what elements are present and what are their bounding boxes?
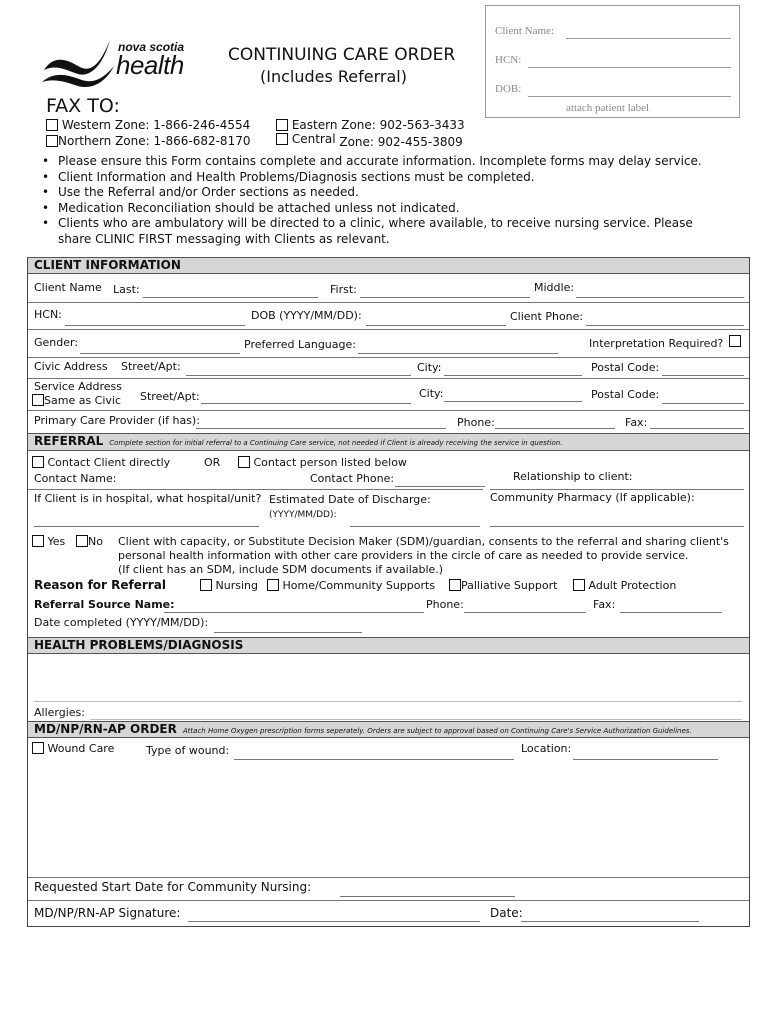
nova-scotia-health-logo — [38, 30, 198, 90]
wave-logo-icon — [38, 30, 118, 88]
language-field[interactable] — [358, 353, 558, 354]
consent-yes-checkbox[interactable] — [32, 535, 44, 547]
civic-postal-label: Postal Code: — [591, 361, 660, 374]
referral-source-label: Referral Source Name: — [34, 598, 175, 611]
type-of-wound-label: Type of wound: — [146, 744, 230, 757]
consent-line-1: Client with capacity, or Substitute Decision Maker (SDM)/guardian, consents to the referral and sharing client's — [118, 535, 729, 548]
signature-label: MD/NP/RN-AP Signature: — [34, 906, 181, 920]
fax-central-text-a: Central — [291, 132, 336, 146]
pcp-phone-label: Phone: — [457, 416, 495, 429]
consent-no-option[interactable]: No — [76, 535, 103, 548]
western-zone-checkbox[interactable] — [46, 119, 58, 131]
client-phone-label: Client Phone: — [510, 310, 584, 323]
consent-line-3: (If client has an SDM, include SDM documents if available.) — [118, 563, 444, 576]
consent-line-2: personal health information with other care providers in the circle of care as needed to provide service. — [118, 549, 689, 562]
fax-eastern-text: Eastern Zone: 902-563-3433 — [291, 118, 465, 132]
gender-field[interactable] — [80, 353, 240, 354]
location-field[interactable] — [573, 759, 718, 760]
fax-western-text: Western Zone: 1-866-246-4554 — [61, 118, 251, 132]
home-support-checkbox[interactable] — [267, 579, 279, 591]
fax-heading: FAX TO: — [46, 95, 120, 117]
bullet-item: • Client Information and Health Problems/Diagnosis sections must be completed. — [42, 169, 535, 184]
allergies-label: Allergies: — [34, 706, 85, 719]
attach-patient-label-text: attach patient label — [566, 102, 650, 114]
pharmacy-field[interactable] — [490, 526, 744, 527]
instructions-list — [42, 154, 752, 248]
health-problems-header: HEALTH PROBLEMS/DIAGNOSIS — [28, 637, 749, 654]
gender-label: Gender: — [34, 336, 79, 349]
last-name-label: Last: — [113, 283, 140, 296]
civic-street-label: Street/Apt: — [121, 360, 181, 373]
same-as-civic[interactable]: Same as Civic — [32, 394, 121, 407]
form-title: CONTINUING CARE ORDER — [228, 45, 456, 65]
dob-label: DOB (YYYY/MM/DD): — [251, 309, 362, 322]
start-date-label: Requested Start Date for Community Nursing: — [34, 880, 312, 894]
order-date-label: Date: — [490, 906, 523, 920]
referral-phone-field[interactable] — [464, 612, 586, 613]
wound-care-checkbox[interactable] — [32, 742, 44, 754]
date-completed-field[interactable] — [214, 632, 362, 633]
service-city-label: City: — [419, 387, 444, 400]
fax-western[interactable] — [46, 118, 250, 132]
client-info-header: CLIENT INFORMATION — [28, 257, 749, 274]
contact-client-option[interactable]: Contact Client directly — [32, 456, 170, 469]
fax-central[interactable] — [276, 132, 463, 149]
contact-client-checkbox[interactable] — [32, 456, 44, 468]
service-street-field[interactable] — [201, 403, 411, 404]
fax-eastern[interactable] — [276, 118, 465, 132]
discharge-field[interactable] — [350, 526, 480, 527]
contact-phone-field[interactable] — [395, 486, 485, 487]
referral-source-field[interactable] — [164, 612, 424, 613]
logo-line2: health — [116, 50, 184, 80]
label-dob: DOB: — [495, 83, 522, 95]
fax-northern[interactable] — [46, 134, 250, 148]
nursing-option[interactable]: Nursing — [200, 579, 258, 592]
civic-city-label: City: — [417, 361, 442, 374]
contact-name-label: Contact Name: — [34, 472, 117, 485]
service-city-field[interactable] — [444, 401, 582, 402]
eastern-zone-checkbox[interactable] — [276, 119, 288, 131]
middle-name-label: Middle: — [534, 281, 575, 294]
civic-address-label: Civic Address — [34, 360, 108, 373]
signature-field[interactable] — [188, 921, 480, 922]
contact-person-option[interactable]: Contact person listed below — [238, 456, 407, 469]
service-postal-label: Postal Code: — [591, 388, 660, 401]
bullet-item-continued: share CLINIC FIRST messaging with Clients as relevant. — [58, 231, 390, 246]
wound-care-option[interactable]: Wound Care — [32, 742, 114, 755]
health-problems-area[interactable] — [28, 655, 749, 701]
middle-name-field[interactable] — [576, 297, 744, 298]
order-header: MD/NP/RN-AP ORDER Attach Home Oxygen prescription forms seperately. Orders are subject to approval based on Continuing Care's Service Authorization Guidelines. — [28, 721, 749, 738]
date-completed-label: Date completed (YYYY/MM/DD): — [34, 616, 209, 629]
contact-phone-label: Contact Phone: — [310, 472, 395, 485]
pcp-phone-field[interactable] — [495, 428, 615, 429]
discharge-label: Estimated Date of Discharge: — [269, 493, 431, 506]
order-date-field[interactable] — [521, 921, 699, 922]
relationship-field[interactable] — [490, 489, 744, 490]
pharmacy-label: Community Pharmacy (If applicable): — [490, 491, 695, 504]
bullet-item: • Please ensure this Form contains complete and accurate information. Incomplete forms may delay service. — [42, 154, 702, 168]
northern-zone-checkbox[interactable] — [46, 135, 58, 147]
pcp-field[interactable] — [196, 428, 446, 429]
last-name-field[interactable] — [143, 297, 318, 298]
consent-yes-option[interactable]: Yes — [32, 535, 65, 548]
fax-central-text-b: Zone: 902-455-3809 — [339, 135, 463, 149]
reason-for-referral-label: Reason for Referral — [34, 578, 166, 592]
discharge-format-label: (YYYY/MM/DD): — [269, 510, 337, 520]
pcp-fax-label: Fax: — [625, 416, 648, 429]
order-details-area[interactable] — [28, 762, 749, 877]
pcp-fax-field[interactable] — [650, 428, 744, 429]
first-name-field[interactable] — [360, 297, 530, 298]
logo-line1: nova scotia — [118, 40, 185, 54]
allergies-field[interactable] — [90, 719, 742, 720]
label-hcn: HCN: — [495, 54, 522, 66]
bullet-item: • Medication Reconciliation should be attached unless not indicated. — [42, 200, 460, 215]
consent-no-checkbox[interactable] — [76, 535, 88, 547]
patient-label-box — [485, 5, 740, 118]
home-support-option[interactable]: Home/Community Supports — [267, 579, 435, 592]
nursing-checkbox[interactable] — [200, 579, 212, 591]
consent-text — [118, 535, 729, 577]
contact-person-checkbox[interactable] — [238, 456, 250, 468]
central-zone-checkbox[interactable] — [276, 133, 288, 145]
same-as-civic-checkbox[interactable] — [32, 394, 44, 406]
interpretation-label: Interpretation Required? — [589, 337, 724, 350]
language-label: Preferred Language: — [244, 338, 356, 351]
interpretation-checkbox[interactable] — [729, 335, 741, 347]
civic-postal-field[interactable] — [662, 375, 744, 376]
hospital-label: If Client is in hospital, what hospital/unit? — [34, 492, 262, 505]
referral-fax-field[interactable] — [620, 612, 722, 613]
adult-protection-checkbox[interactable] — [573, 579, 585, 591]
referral-fax-label: Fax: — [593, 598, 616, 611]
hcn-label: HCN: — [34, 308, 62, 321]
hcn-field[interactable] — [65, 325, 245, 326]
adult-protection-option[interactable]: Adult Protection — [573, 579, 676, 592]
or-label: OR — [204, 456, 221, 469]
bullet-item: • Use the Referral and/or Order sections as needed. — [42, 185, 359, 200]
referral-phone-label: Phone: — [426, 598, 464, 611]
relationship-label: Relationship to client: — [513, 470, 633, 483]
referral-header: REFERRAL Complete section for initial referral to a Continuing Care service, not needed if Client is already receiving the service in question. — [28, 433, 749, 451]
hospital-field[interactable] — [34, 526, 259, 527]
client-phone-field[interactable] — [586, 325, 744, 326]
bullet-item: • Clients who are ambulatory will be directed to a clinic, where available, to receive nursing service. Please — [42, 216, 693, 231]
client-name-label: Client Name — [34, 281, 102, 294]
start-date-field[interactable] — [340, 896, 515, 897]
palliative-checkbox[interactable] — [449, 579, 461, 591]
palliative-option[interactable]: Palliative Support — [449, 579, 557, 592]
fax-northern-text: Northern Zone: 1-866-682-8170 — [58, 134, 251, 148]
label-client-name: Client Name: — [495, 25, 554, 37]
civic-city-field[interactable] — [444, 375, 582, 376]
dob-field[interactable] — [366, 325, 506, 326]
civic-street-field[interactable] — [186, 375, 411, 376]
service-postal-field[interactable] — [662, 403, 744, 404]
type-of-wound-field[interactable] — [234, 759, 514, 760]
service-street-label: Street/Apt: — [140, 390, 200, 403]
service-address-label: Service Address — [34, 380, 122, 393]
first-name-label: First: — [330, 283, 357, 296]
form-subtitle: (Includes Referral) — [260, 67, 407, 86]
location-label: Location: — [521, 742, 572, 755]
pcp-label: Primary Care Provider (if has): — [34, 414, 200, 427]
